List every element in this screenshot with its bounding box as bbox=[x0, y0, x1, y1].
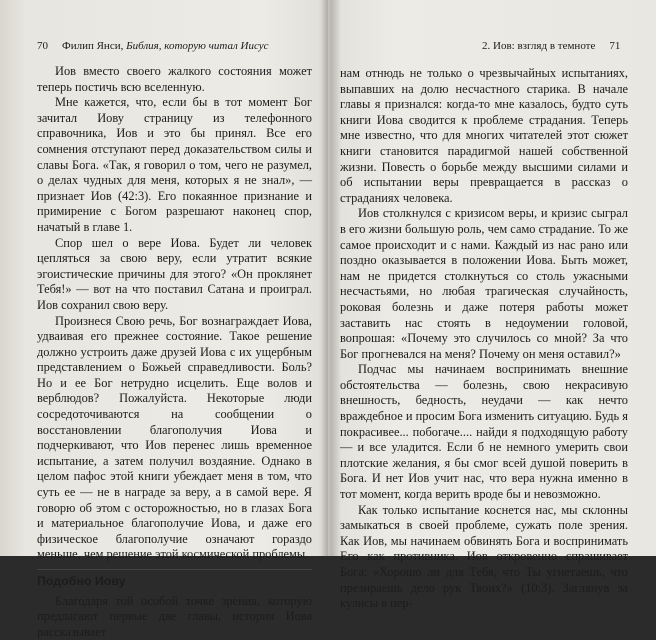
chapter-title: 2. Иов: взгляд в темноте bbox=[482, 40, 596, 52]
page-gutter-shadow bbox=[318, 0, 328, 556]
paragraph: Благодаря той особой точке зрения, которую предлагают первые две главы, история Иова рассказывает bbox=[37, 593, 312, 639]
paragraph: Спор шел о вере Иова. Будет ли человек цепляться за свою веру, если утратит всякие эгоистические причины для этого? «Он проклянет Тебя!» — вот на что поставил Сатана и проиграл. Иов сохранил свою веру. bbox=[37, 235, 312, 312]
right-page-header bbox=[482, 40, 620, 52]
left-page-number: 70 bbox=[37, 40, 48, 52]
paragraph: Произнеся Свою речь, Бог вознаграждает Иова, удваивая его прежнее состояние. Такое решение должно устроить даже друзей Иова с их ущербным представлением о Божьей справедливости. Боль? Но и ее Бог нетрудно исцелить. Еще волов и верблюдов? Пожалуйста. Некоторые люди сосредоточиваются на сообщении о восстановлении благополучия Иова и подчеркивают, что Иов перенес лишь временное испытание, а затем получил воздаяние. Однако в целом пафос этой книги убеждает меня в том, что суть ее — не в награде за веру, а в самой вере. Я говорю об этом с осторожностью, но в глазах Бога и материальное благополучие Иова, и даже его физическое благополучие означают гораздо меньше, чем решение этой космической проблемы. bbox=[37, 313, 312, 562]
paragraph: Как только испытание коснется нас, мы склонны замыкаться в своей проблеме, сужать поле зрения. Как Иов, мы начинаем обвинять Бога и воспринимать Его как противника. Иов откровенно спрашивает Бога: «Хорошо ли для Тебя, что Ты угнетаешь, что презираешь дело рук Твоих?» (10:3). Заглянув за кулисы в пер- bbox=[340, 502, 628, 611]
header-book-title: Библия, которую читал Иисус bbox=[126, 40, 269, 52]
right-page-number: 71 bbox=[609, 40, 621, 52]
left-page-text bbox=[37, 64, 312, 640]
paragraph: Мне кажется, что, если бы в тот момент Бог зачитал Иову страницу из телефонного справочника, Иов и это бы принял. Все его сомнения отступают перед доказательством силы и славы Бога. «Так, я говорил о том, чего не разумел, о делах чудных для меня, которых я не знал», — признает Иов (42:3). Его покаянное признание и примирение с Богом разрешают наконец спор, начатый в главе 1. bbox=[37, 95, 312, 234]
section-heading: Подобно Иову bbox=[37, 569, 312, 590]
right-page bbox=[330, 0, 656, 611]
header-author: Филип Янси, bbox=[62, 40, 127, 52]
left-page-header bbox=[37, 40, 269, 52]
left-page bbox=[0, 0, 328, 639]
paragraph: Иов столкнулся с кризисом веры, и кризис сыграл в его жизни большую роль, чем само страдание. То же самое происходит и с нами. Каждый из нас рано или поздно оказывается в положении Иова. Быть может, нам не придется столкнуться со столь ужасными несчастьями, но любая трагическая случайность, роковая болезнь и даже потеря работы может заставить нас стоять в недоумении головой, вопрошая: «Почему это случилось со мной? За что Бог прогневался на меня? Почему он меня оставил?» bbox=[340, 206, 628, 361]
paragraph: Подчас мы начинаем воспринимать внешние обстоятельства — болезнь, свою некрасивую внешность, бедность, неудачи — как нечто враждебное и просим Бога изменить ситуацию. Будь я покрасивее... побогаче.... найди я подходящую работу — и все уладится. Если б не немного умерить свои плотские желания, я бы смог всей душой поверить в Бога. И нет Иов учит нас, что вера нужна именно в тот момент, когда верить вроде бы и невозможно. bbox=[340, 362, 628, 502]
paragraph: Иов вместо своего жалкого состояния может теперь постичь всю вселенную. bbox=[37, 64, 312, 94]
right-page-text bbox=[340, 66, 628, 612]
paragraph-continuation: нам отнюдь не только о чрезвычайных испытаниях, выпавших на долю несчастного старика. В начале главы я признался: когда-то мне казалось, будто суть книги Иова сводится к проблеме страдания. Теперь мне известно, что для многих читателей этот сюжет книги становится парадигмой нашей собственной жизни. Повесть о борьбе между высшими силами и об испытании веры превращается в рассказ о страданиях человека. bbox=[340, 66, 628, 205]
